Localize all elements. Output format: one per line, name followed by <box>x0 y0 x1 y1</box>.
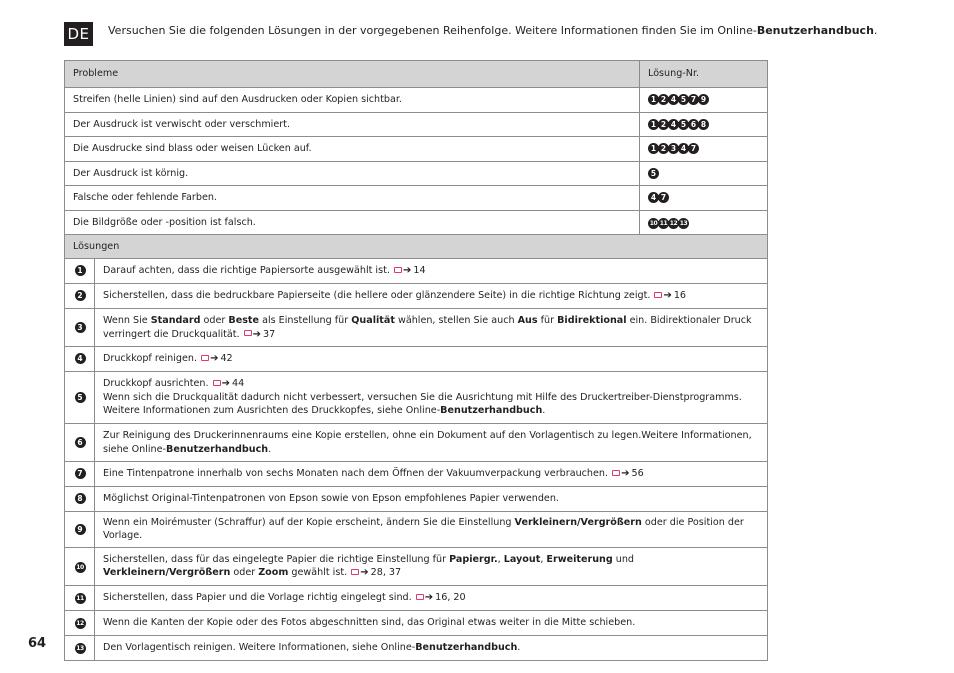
solution-text <box>95 347 768 372</box>
page-reference: 28, 37 <box>370 567 402 579</box>
solution-number-icon: 7 <box>688 143 699 154</box>
page-reference: 16 <box>673 290 687 302</box>
text-span: für <box>537 315 558 327</box>
solution-row <box>65 487 768 512</box>
bold-term: Benutzerhandbuch <box>166 443 269 455</box>
arrow-right-icon: ➔ <box>221 378 230 390</box>
solution-number-icon: 5 <box>648 168 659 179</box>
solution-row <box>65 372 768 424</box>
arrow-right-icon: ➔ <box>663 290 672 302</box>
page-reference: 14 <box>413 265 426 277</box>
bold-term: Erweiterung <box>546 553 613 565</box>
solution-number-icon: 5 <box>678 119 689 130</box>
solution-number-cell <box>65 284 95 309</box>
solution-number-icon: 5 <box>75 392 86 403</box>
text-span: Sicherstellen, dass für das eingelegte Papier die richtige Einstellung für <box>103 553 450 565</box>
arrow-right-icon: ➔ <box>252 328 262 340</box>
problem-text: Die Bildgröße oder -position ist falsch. <box>65 211 640 235</box>
solution-number-icon: 6 <box>75 437 86 448</box>
arrow-right-icon: ➔ <box>424 592 434 604</box>
solution-number-icon: 5 <box>678 94 689 105</box>
text-span: . <box>268 443 272 455</box>
bold-term: Qualität <box>351 315 395 327</box>
solution-number-icon: 13 <box>76 645 84 653</box>
problem-row <box>65 211 768 235</box>
problem-text: Die Ausdrucke sind blass oder weisen Lücken auf. <box>65 137 640 162</box>
solution-text <box>95 259 768 284</box>
text-span: Druckkopf reinigen. <box>103 353 201 365</box>
solution-row <box>65 424 768 462</box>
text-span: oder die Position der Vorlage. <box>103 517 744 542</box>
solution-row <box>65 512 768 548</box>
solution-text <box>95 610 768 635</box>
solution-row <box>65 462 768 487</box>
problem-row <box>65 88 768 113</box>
manual-reference-icon <box>351 569 359 575</box>
solution-number-cell <box>65 610 95 635</box>
manual-reference-icon <box>654 292 662 298</box>
arrow-right-icon: ➔ <box>402 265 412 277</box>
solution-number-icon: 13 <box>679 219 688 227</box>
solution-number-cell <box>65 585 95 610</box>
problems-column-header: Probleme <box>65 61 640 88</box>
solution-text <box>95 585 768 610</box>
solution-number-icon: 4 <box>678 143 689 154</box>
solution-number-icon: 2 <box>75 290 86 301</box>
solution-row <box>65 259 768 284</box>
solution-number-cell <box>65 487 95 512</box>
text-span: . <box>542 405 546 417</box>
solution-number-icon: 1 <box>648 94 659 105</box>
problem-text: Streifen (helle Linien) sind auf den Ausdrucken oder Kopien sichtbar. <box>65 88 640 113</box>
text-span: als Einstellung für <box>259 315 352 327</box>
bold-term: Layout <box>503 553 541 565</box>
problem-solution-numbers <box>640 162 768 186</box>
page-reference: 16, 20 <box>435 592 466 604</box>
problem-row <box>65 137 768 162</box>
solution-number-icon: 2 <box>658 94 669 105</box>
text-span: Zur Reinigung des Druckerinnenraums eine Kopie erstellen, ohne ein Dokument auf den Vorlagentisch zu legen.Weitere Informationen, siehe Online- <box>103 430 752 455</box>
solution-number-icon: 1 <box>75 265 86 276</box>
solutions-section-header: Lösungen <box>65 235 768 259</box>
text-span: Weitere Informationen zum Ausrichten des Druckkopfes, siehe Online- <box>103 405 441 417</box>
bold-term: Aus <box>517 315 538 327</box>
arrow-right-icon: ➔ <box>210 353 219 365</box>
solution-row <box>65 547 768 585</box>
text-span: Wenn sich die Druckqualität dadurch nicht verbessert, versuchen Sie die Ausrichtung mit Hilfe des Druckertreiber-Dienstprogramms. <box>103 391 742 403</box>
page-reference: 44 <box>232 378 245 390</box>
solution-number-cell <box>65 424 95 462</box>
text-span: ein. Bidirektionaler Druck verringert die Druckqualität. <box>103 315 752 340</box>
solution-row <box>65 347 768 372</box>
solution-number-icon: 12 <box>669 219 678 227</box>
solution-number-cell <box>65 309 95 347</box>
problem-solution-numbers <box>640 211 768 235</box>
solution-text <box>95 512 768 548</box>
arrow-right-icon: ➔ <box>360 567 369 579</box>
solution-row <box>65 585 768 610</box>
text-span: . <box>517 642 521 654</box>
solution-row <box>65 284 768 309</box>
solution-number-icon: 4 <box>75 353 86 364</box>
solution-number-icon: 11 <box>76 595 84 603</box>
solution-number-icon: 7 <box>658 192 669 203</box>
solution-number-icon: 4 <box>648 192 659 203</box>
solutions-header-row <box>65 235 768 259</box>
text-span: oder <box>200 315 229 327</box>
bold-term: Verkleinern/Vergrößern <box>514 517 642 528</box>
solution-number-cell <box>65 347 95 372</box>
solution-number-cell <box>65 462 95 487</box>
text-span: Sicherstellen, dass Papier und die Vorlage richtig eingelegt sind. <box>103 592 415 604</box>
solution-row <box>65 309 768 347</box>
page-reference: 37 <box>263 328 276 340</box>
solution-number-icon: 10 <box>649 219 658 227</box>
manual-reference-icon <box>213 380 221 386</box>
solution-number-icon: 8 <box>75 493 86 504</box>
solution-number-icon: 7 <box>688 94 699 105</box>
solution-text <box>95 284 768 309</box>
text-span: Wenn Sie <box>103 315 151 327</box>
solution-text <box>95 635 768 660</box>
intro-text: Versuchen Sie die folgenden Lösungen in der vorgegebenen Reihenfolge. Weitere Informationen finden Sie im Online-Benutzerhandbuch. <box>108 24 878 37</box>
manual-reference-icon <box>244 330 252 336</box>
solution-number-cell <box>65 259 95 284</box>
solution-text <box>95 309 768 347</box>
solution-number-icon: 2 <box>658 119 669 130</box>
text-span: und <box>612 553 635 565</box>
manual-reference-icon <box>612 470 620 476</box>
solution-number-icon: 8 <box>698 119 709 130</box>
bold-term: Standard <box>150 315 201 327</box>
problems-header-row <box>65 61 768 88</box>
problem-text: Falsche oder fehlende Farben. <box>65 186 640 211</box>
troubleshooting-table <box>64 60 768 661</box>
solution-number-cell <box>65 512 95 548</box>
solution-row <box>65 610 768 635</box>
text-span: Sicherstellen, dass die bedruckbare Papierseite (die hellere oder glänzendere Seite) in die richtige Richtung zeigt. <box>103 290 654 302</box>
solution-number-cell <box>65 635 95 660</box>
text-span: gewählt ist. <box>288 567 351 579</box>
solution-text <box>95 462 768 487</box>
solution-number-column-header: Lösung-Nr. <box>640 61 768 88</box>
solution-number-icon: 3 <box>668 143 679 154</box>
solution-number-icon: 10 <box>76 563 84 571</box>
solution-text <box>95 547 768 585</box>
solution-number-icon: 3 <box>75 322 86 333</box>
text-span: Möglichst Original-Tintenpatronen von Epson sowie von Epson empfohlenes Papier verwenden. <box>103 493 559 505</box>
solution-text <box>95 372 768 424</box>
bold-term: Benutzerhandbuch <box>440 405 543 417</box>
bold-term: Benutzerhandbuch <box>415 642 518 654</box>
problem-text: Der Ausdruck ist körnig. <box>65 162 640 186</box>
page-reference: 42 <box>220 353 233 365</box>
text-span: Wenn die Kanten der Kopie oder des Fotos abgeschnitten sind, das Original etwas weiter in die Mitte schieben. <box>103 617 636 629</box>
text-span: , <box>497 553 504 565</box>
problem-solution-numbers <box>640 137 768 162</box>
solution-number-icon: 9 <box>698 94 709 105</box>
problem-row <box>65 113 768 137</box>
problem-solution-numbers <box>640 88 768 113</box>
text-span: oder <box>230 567 259 579</box>
text-span: wählen, stellen Sie auch <box>394 315 518 327</box>
bold-term: Zoom <box>258 567 289 579</box>
manual-reference-icon <box>416 594 424 600</box>
text-span: Darauf achten, dass die richtige Papiersorte ausgewählt ist. <box>103 265 393 277</box>
text-span: Wenn ein Moirémuster (Schraffur) auf der Kopie erscheint, ändern Sie die Einstellung <box>103 517 515 528</box>
solution-number-icon: 2 <box>658 143 669 154</box>
page-number: 64 <box>28 636 47 651</box>
solution-number-cell <box>65 372 95 424</box>
bold-term: Beste <box>228 315 260 327</box>
manual-reference-icon <box>201 355 209 361</box>
solution-number-cell <box>65 547 95 585</box>
bold-term: Verkleinern/Vergrößern <box>103 567 231 579</box>
solution-number-icon: 7 <box>75 468 86 479</box>
text-span: Druckkopf ausrichten. <box>103 378 212 390</box>
solution-number-icon: 11 <box>659 219 668 227</box>
arrow-right-icon: ➔ <box>621 468 630 480</box>
manual-reference-icon <box>394 267 402 273</box>
problem-row <box>65 162 768 186</box>
solution-row <box>65 635 768 660</box>
problem-text: Der Ausdruck ist verwischt oder verschmiert. <box>65 113 640 137</box>
solution-number-icon: 6 <box>688 119 699 130</box>
text-span: Den Vorlagentisch reinigen. Weitere Informationen, siehe Online- <box>103 642 416 654</box>
solution-text <box>95 487 768 512</box>
bold-term: Bidirektional <box>557 315 627 327</box>
language-badge: DE <box>64 22 93 46</box>
solution-number-icon: 1 <box>648 143 659 154</box>
solution-number-icon: 1 <box>648 119 659 130</box>
problem-solution-numbers <box>640 186 768 211</box>
problem-solution-numbers <box>640 113 768 137</box>
text-span: Eine Tintenpatrone innerhalb von sechs Monaten nach dem Öffnen der Vakuumverpackung verbrauchen. <box>103 468 612 480</box>
solution-number-icon: 9 <box>75 524 86 535</box>
bold-term: Papiergr. <box>449 553 498 565</box>
page-reference: 56 <box>631 468 644 480</box>
solution-number-icon: 4 <box>668 94 679 105</box>
solution-number-icon: 4 <box>668 119 679 130</box>
text-span: , <box>540 553 547 565</box>
solution-text <box>95 424 768 462</box>
solution-number-icon: 12 <box>76 620 84 628</box>
problem-row <box>65 186 768 211</box>
